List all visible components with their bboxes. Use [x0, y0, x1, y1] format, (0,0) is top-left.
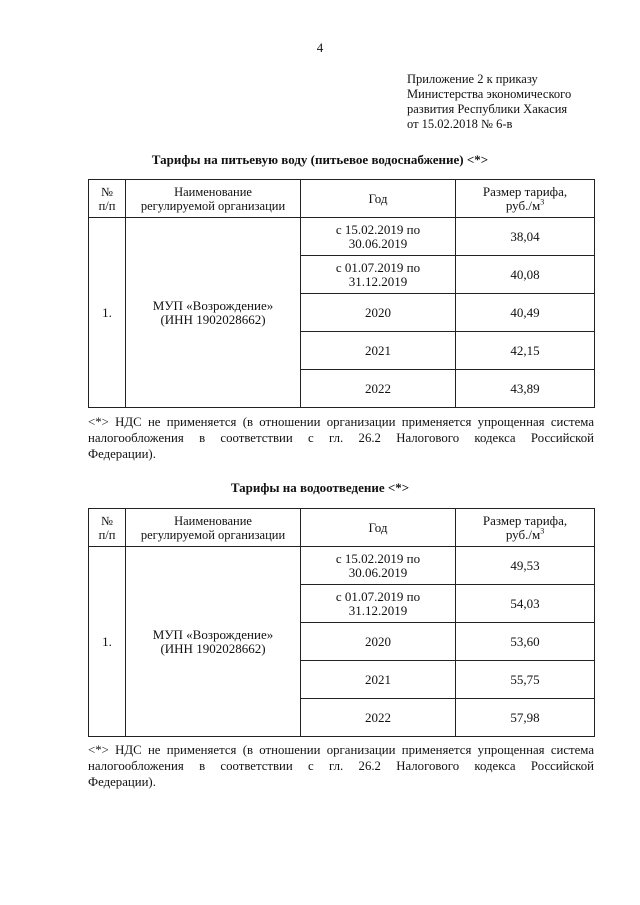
footnote-line1: <*> НДС не применяется (в отношении организации применяется упрощенная система [88, 415, 594, 429]
organization-cell [126, 547, 301, 737]
tariff-value-cell [456, 256, 595, 294]
header-year [301, 509, 456, 547]
tariff-value: 42,15 [510, 342, 540, 358]
tariff-value-cell [456, 332, 595, 370]
tariff-value: 53,60 [510, 633, 540, 649]
period-cell [301, 332, 456, 370]
header-number [89, 509, 126, 547]
header-year-label: Год [368, 190, 388, 206]
header-tariff [456, 509, 595, 547]
footnote-line3: Федерации). [88, 447, 156, 461]
period-line2: 31.12.2019 [348, 602, 408, 618]
row-number: 1. [102, 304, 112, 320]
footnote-wastewater [88, 742, 594, 790]
header-org-line2: регулируемой организации [140, 527, 286, 542]
footnote-water-supply [88, 414, 594, 462]
section-title-water-supply: Тарифы на питьевую воду (питьевое водоснабжение) <*> [151, 152, 489, 167]
tariff-table-water-supply [88, 179, 595, 408]
table-row [89, 547, 595, 585]
period-year: 2022 [365, 709, 391, 725]
tariff-value: 55,75 [510, 671, 540, 687]
header-tariff-line1: Размер тарифа, [482, 512, 568, 528]
header-tariff-sup: 3 [540, 526, 545, 536]
tariff-value-cell [456, 370, 595, 408]
appendix-line: Приложение 2 к приказу [407, 72, 538, 86]
period-cell [301, 294, 456, 332]
header-organization [126, 509, 301, 547]
tariff-value: 54,03 [510, 595, 540, 611]
header-org-line1: Наименование [174, 184, 252, 199]
tariff-value: 40,49 [510, 304, 540, 320]
table-row [89, 218, 595, 256]
period-cell [301, 661, 456, 699]
header-year [301, 180, 456, 218]
tariff-value: 40,08 [510, 266, 540, 282]
table-header-row [89, 509, 595, 547]
table-header-row [89, 180, 595, 218]
period-year: 2020 [365, 304, 391, 320]
footnote-line2: налогообложения в соответствии с гл. 26.2 Налогового кодекса Российской [88, 431, 594, 445]
period-cell [301, 699, 456, 737]
header-tariff [456, 180, 595, 218]
tariff-value: 57,98 [510, 709, 540, 725]
header-number-symbol: № [101, 513, 113, 528]
tariff-value-cell [456, 585, 595, 623]
period-year: 2022 [365, 380, 391, 396]
tariff-value-cell [456, 623, 595, 661]
header-number [89, 180, 126, 218]
header-org-line2: регулируемой организации [140, 198, 286, 213]
row-number: 1. [102, 633, 112, 649]
footnote-line2: налогообложения в соответствии с гл. 26.2 Налогового кодекса Российской [88, 759, 594, 773]
organization-cell [126, 218, 301, 408]
tariff-value-cell [456, 218, 595, 256]
appendix-line: от 15.02.2018 № 6-в [407, 117, 513, 131]
tariff-table-wastewater [88, 508, 595, 737]
page-number: 4 [316, 40, 324, 55]
row-number-cell [89, 547, 126, 737]
period-line2: 30.06.2019 [348, 235, 408, 251]
period-line2: 30.06.2019 [348, 564, 408, 580]
header-number-abbr: п/п [98, 527, 116, 542]
tariff-value-cell [456, 699, 595, 737]
period-line1: с 15.02.2019 по [335, 221, 421, 237]
row-number-cell [89, 218, 126, 408]
tariff-value: 38,04 [510, 228, 540, 244]
period-year: 2021 [365, 671, 391, 687]
period-cell [301, 547, 456, 585]
footnote-line1: <*> НДС не применяется (в отношении организации применяется упрощенная система [88, 743, 594, 757]
header-organization [126, 180, 301, 218]
period-year: 2021 [365, 342, 391, 358]
header-tariff-line1: Размер тарифа, [482, 183, 568, 199]
period-line1: с 01.07.2019 по [335, 259, 421, 275]
appendix-line: Министерства экономического [407, 87, 572, 101]
organization-inn: (ИНН 1902028662) [160, 311, 266, 327]
header-tariff-sup: 3 [540, 197, 545, 207]
organization-inn: (ИНН 1902028662) [160, 640, 266, 656]
tariff-value: 43,89 [510, 380, 540, 396]
footnote-line3: Федерации). [88, 775, 156, 789]
header-number-symbol: № [101, 184, 113, 199]
tariff-value: 49,53 [510, 557, 540, 573]
period-line1: с 01.07.2019 по [335, 588, 421, 604]
header-tariff-unit: руб./м [505, 197, 541, 213]
header-number-abbr: п/п [98, 198, 116, 213]
period-cell [301, 623, 456, 661]
header-tariff-unit: руб./м [505, 526, 541, 542]
period-cell [301, 370, 456, 408]
tariff-value-cell [456, 547, 595, 585]
organization-name: МУП «Возрождение» [152, 626, 274, 642]
period-line2: 31.12.2019 [348, 273, 408, 289]
header-org-line1: Наименование [174, 513, 252, 528]
header-year-label: Год [368, 519, 388, 535]
tariff-value-cell [456, 294, 595, 332]
period-cell [301, 256, 456, 294]
section-title-wastewater: Тарифы на водоотведение <*> [230, 480, 410, 495]
organization-name: МУП «Возрождение» [152, 297, 274, 313]
appendix-line: развития Республики Хакасия [407, 102, 568, 116]
period-cell [301, 218, 456, 256]
tariff-value-cell [456, 661, 595, 699]
period-line1: с 15.02.2019 по [335, 550, 421, 566]
period-year: 2020 [365, 633, 391, 649]
appendix-block [407, 72, 627, 132]
period-cell [301, 585, 456, 623]
